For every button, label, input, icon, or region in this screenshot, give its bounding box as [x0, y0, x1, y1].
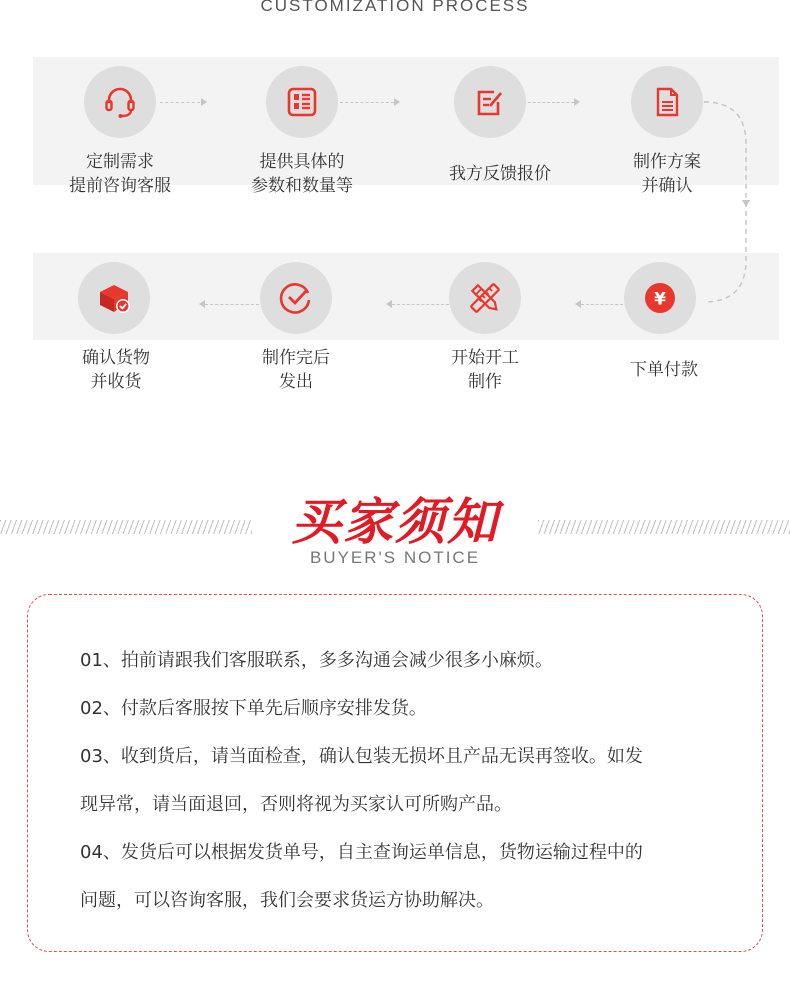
- pencil-ruler-icon: [467, 280, 503, 316]
- step-4-circle: [631, 66, 703, 138]
- connector-2-3: [340, 102, 394, 103]
- step-5-label: 下单付款: [630, 360, 698, 380]
- arrow-right-icon: [394, 98, 400, 106]
- step-3-label: 我方反馈报价: [449, 164, 551, 184]
- connector-4-5: [700, 100, 760, 310]
- notice-line-6: 问题，可以咨询客服，我们会要求货运方协助解决。: [80, 890, 494, 911]
- step-3-circle: [454, 66, 526, 138]
- step-6-label: 开始开工 制作: [451, 348, 519, 392]
- step-1-label: 定制需求 提前咨询客服: [69, 152, 171, 196]
- notice-line-3: 03、收到货后，请当面检查，确认包装无损坏且产品无误再签收。如发: [80, 746, 643, 767]
- step-4-label: 制作方案 并确认: [633, 152, 701, 196]
- notice-line-5: 04、发货后可以根据发货单号，自主查询运单信息，货物运输过程中的: [80, 842, 643, 863]
- check-circle-icon: [278, 280, 314, 316]
- notice-line-4: 现异常，请当面退回，否则将视为买家认可所购产品。: [80, 794, 512, 815]
- arrow-right-icon: [201, 98, 207, 106]
- step-1-circle: [84, 66, 156, 138]
- svg-text:¥: ¥: [654, 289, 666, 310]
- step-8-circle: [78, 262, 150, 334]
- step-2-label: 提供具体的 参数和数量等: [251, 152, 353, 196]
- document-icon: [649, 84, 685, 120]
- notice-line-2: 02、付款后客服按下单先后顺序安排发货。: [80, 698, 427, 719]
- connector-7-8: [205, 304, 259, 305]
- connector-5-6: [581, 304, 623, 305]
- step-7-circle: [260, 262, 332, 334]
- package-check-icon: [96, 280, 132, 316]
- notice-title: 买家须知: [291, 493, 499, 551]
- headset-icon: [102, 84, 138, 120]
- yen-coin-icon: [642, 280, 678, 316]
- step-6-circle: [449, 262, 521, 334]
- arrow-right-icon: [574, 98, 580, 106]
- step-5-circle: [624, 262, 696, 334]
- step-8-label: 确认货物 并收货: [82, 348, 150, 392]
- edit-note-icon: [472, 84, 508, 120]
- notice-subtitle: BUYER'S NOTICE: [309, 548, 481, 567]
- process-title: CUSTOMIZATION PROCESS: [260, 0, 530, 15]
- connector-1-2: [160, 102, 200, 103]
- connector-3-4: [528, 102, 574, 103]
- form-list-icon: [284, 84, 320, 120]
- notice-line-1: 01、拍前请跟我们客服联系，多多沟通会减少很多小麻烦。: [80, 650, 553, 671]
- step-2-circle: [266, 66, 338, 138]
- connector-6-7: [392, 304, 449, 305]
- step-7-label: 制作完后 发出: [262, 348, 330, 392]
